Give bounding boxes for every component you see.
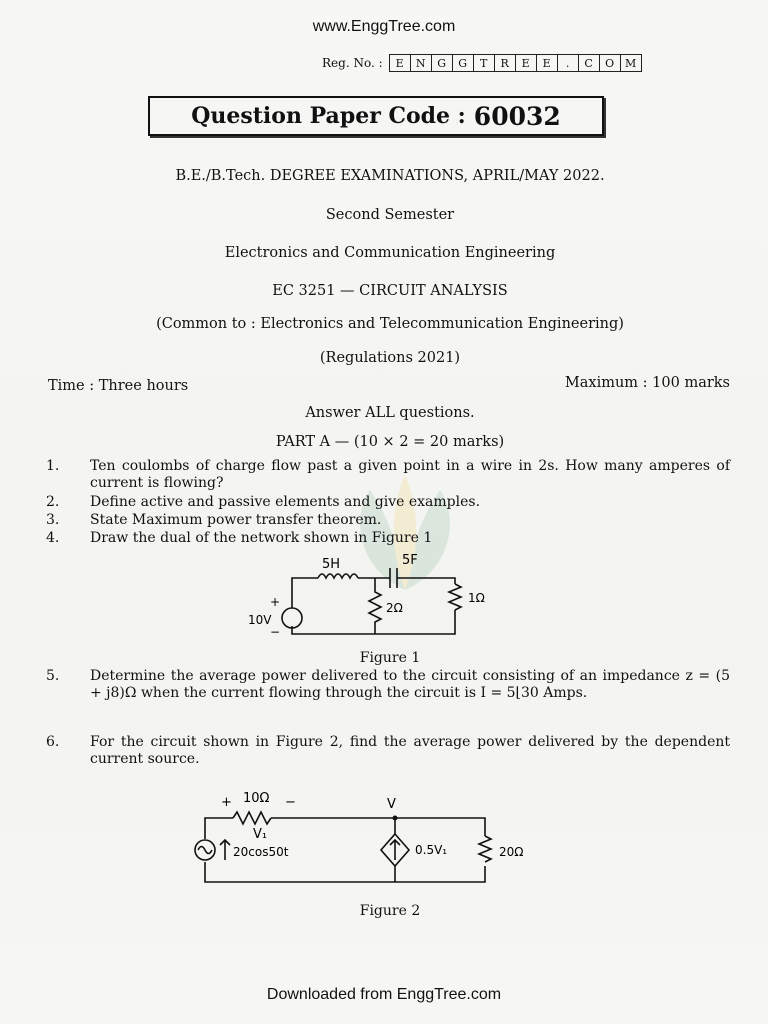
reg-no-char: . [558, 55, 579, 71]
question-number: 3. [46, 512, 60, 528]
figure-1-caption: Figure 1 [359, 650, 421, 666]
reg-no-char: E [537, 55, 558, 71]
question-text: Determine the average power delivered to the circuit consisting of an impedance z = (5 + j8)Ω when the current flowing through the circuit is I = 5⌊30 Amps. [90, 668, 730, 701]
question-number: 1. [46, 458, 60, 474]
source-label: 20cos50t [233, 845, 289, 859]
question-number: 6. [46, 734, 60, 750]
reg-no-char: R [495, 55, 516, 71]
common-to: (Common to : Electronics and Telecommunication Engineering) [156, 316, 624, 332]
reg-no-field [322, 54, 642, 72]
question-text: State Maximum power transfer theorem. [90, 512, 382, 528]
reg-no-boxes [389, 54, 642, 72]
question-number: 5. [46, 668, 60, 684]
reg-no-char: N [411, 55, 432, 71]
v1-label: V₁ [253, 827, 268, 842]
question-text: Draw the dual of the network shown in Figure 1 [90, 530, 433, 546]
max-marks: Maximum : 100 marks [564, 375, 730, 391]
minus-label: − [270, 625, 281, 639]
capacitor-label: 5F [402, 553, 418, 568]
reg-no-char: O [600, 55, 621, 71]
regulations: (Regulations 2021) [319, 350, 461, 366]
paper-code-label: Question Paper Code : [191, 103, 466, 129]
paper-code-value: 60032 [473, 101, 561, 131]
reg-no-char: M [625, 56, 637, 70]
resistor-mid-label: 2Ω [386, 601, 403, 615]
reg-no-char: G [432, 55, 453, 71]
minus-label: − [285, 795, 296, 810]
plus-label: + [221, 795, 232, 810]
reg-no-char: G [453, 55, 474, 71]
question-text: Define active and passive elements and give examples. [90, 494, 481, 510]
reg-no-label: Reg. No. : [322, 56, 383, 70]
instruction: Answer ALL questions. [305, 405, 475, 421]
exam-title: B.E./B.Tech. DEGREE EXAMINATIONS, APRIL/MAY 2022. [175, 168, 605, 184]
resistor-right-label: 1Ω [468, 591, 485, 605]
part-a-heading: PART A — (10 × 2 = 20 marks) [275, 434, 505, 450]
department: Electronics and Communication Engineering [224, 245, 556, 261]
time-label: Time : Three hours [48, 378, 189, 394]
question-text: Ten coulombs of charge flow past a given point in a wire in 2s. How many amperes of current is flowing? [90, 458, 730, 491]
plus-label: + [270, 595, 281, 609]
source-label: 10V [248, 613, 272, 627]
figure-2-caption: Figure 2 [359, 903, 421, 919]
semester: Second Semester [325, 207, 455, 223]
reg-no-char: T [474, 55, 495, 71]
question-number: 2. [46, 494, 60, 510]
node-v-label: V [387, 797, 396, 812]
question-text: For the circuit shown in Figure 2, find the average power delivered by the dependent current source. [90, 734, 730, 767]
node-dot [393, 816, 398, 821]
resistor-top-label: 10Ω [243, 791, 270, 806]
dependent-source-label: 0.5V₁ [415, 843, 448, 857]
reg-no-char: E [390, 55, 411, 71]
inductor-label: 5H [322, 557, 341, 572]
question-number: 4. [46, 530, 60, 546]
site-header[interactable]: www.EnggTree.com [312, 18, 456, 35]
reg-no-char: E [516, 55, 537, 71]
question-paper-code-box [148, 96, 604, 136]
footer-download-link[interactable]: Downloaded from EnggTree.com [266, 986, 502, 1003]
course-title: EC 3251 — CIRCUIT ANALYSIS [272, 283, 508, 299]
figure-1-circuit [240, 548, 520, 648]
figure-2-circuit [185, 784, 565, 894]
reg-no-char: C [579, 55, 600, 71]
resistor-right-label: 20Ω [499, 845, 524, 859]
